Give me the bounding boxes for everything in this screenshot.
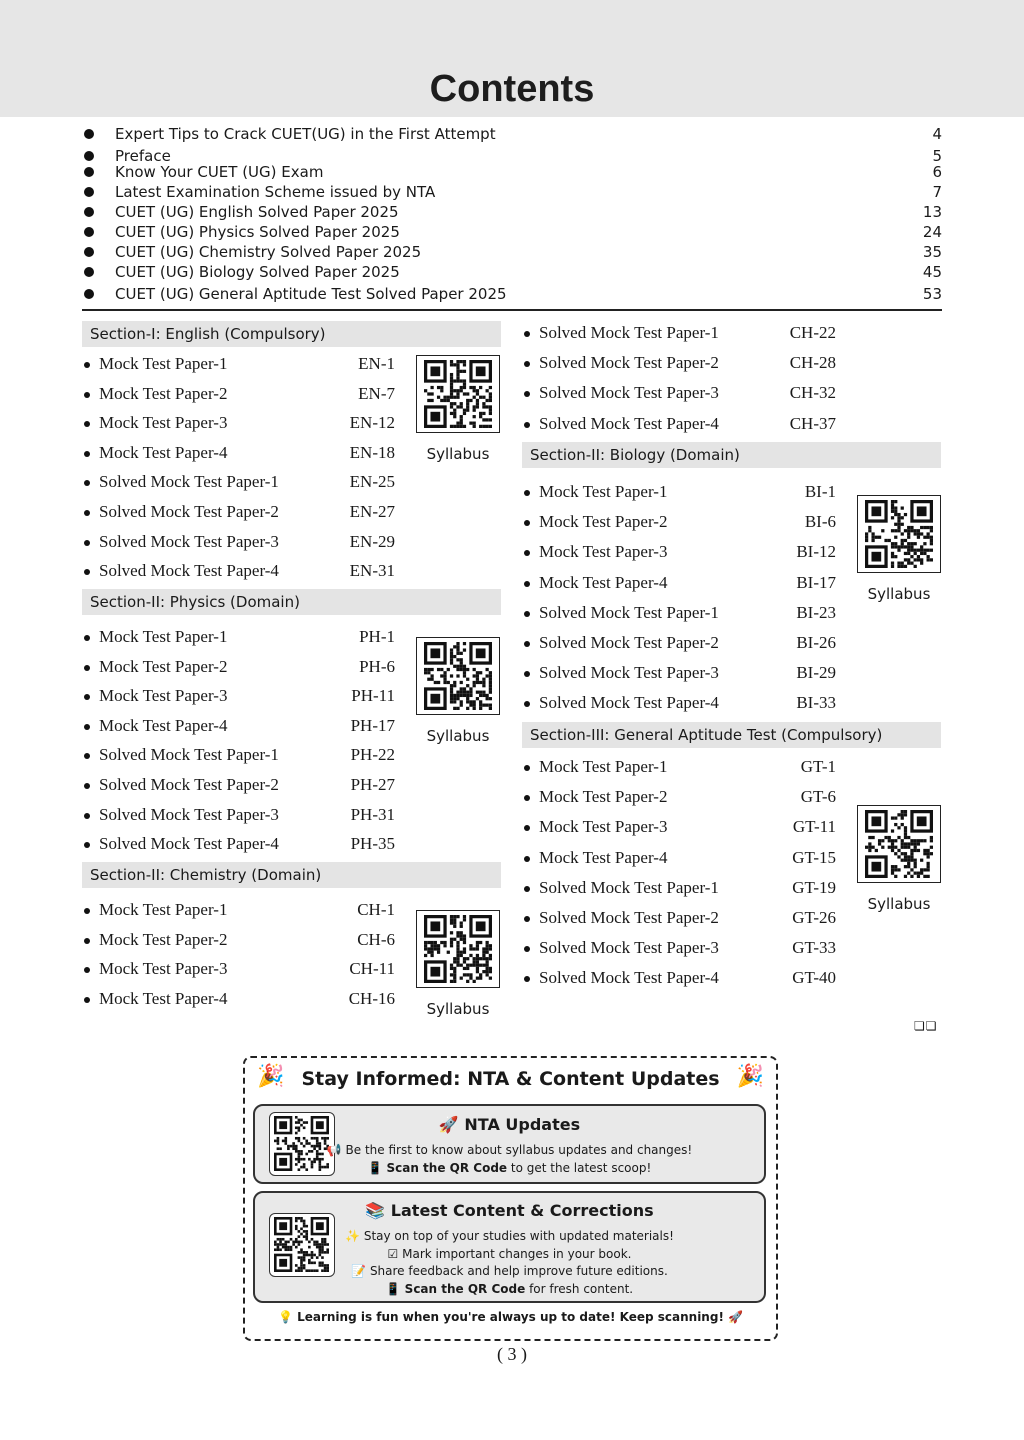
checkbox-icon: ☑ (387, 1247, 403, 1261)
toc-entry[interactable] (523, 412, 836, 436)
qr-code-graphic (421, 915, 495, 983)
entry-title: Solved Mock Test Paper-4 (539, 414, 719, 433)
bullet-icon (524, 946, 530, 952)
bullet-icon (84, 129, 94, 139)
toc-entry[interactable] (523, 601, 836, 625)
entry-page: BI-33 (796, 693, 836, 712)
entry-title: Mock Test Paper-4 (99, 989, 228, 1008)
bullet-icon (84, 421, 90, 427)
entry-title: Solved Mock Test Paper-4 (539, 693, 719, 712)
top-contents-list (80, 124, 942, 304)
entry-page: PH-22 (350, 745, 395, 764)
toc-entry[interactable] (83, 500, 395, 524)
entry-title: Solved Mock Test Paper-3 (99, 805, 279, 824)
entry-page: GT-33 (792, 938, 836, 957)
nta-updates-panel (253, 1104, 766, 1184)
bullet-icon (524, 520, 530, 526)
entry-page: CH-1 (357, 900, 395, 919)
bullet-icon (524, 886, 530, 892)
toc-entry[interactable] (523, 631, 836, 655)
qr-caption: Syllabus (426, 1000, 490, 1018)
bullet-icon (84, 540, 90, 546)
bullet-icon (84, 151, 94, 161)
toc-entry[interactable] (83, 714, 395, 738)
entry-title: Solved Mock Test Paper-2 (539, 353, 719, 372)
entry-title: Mock Test Paper-2 (99, 657, 228, 676)
phone-icon: 📱 (385, 1282, 405, 1296)
bullet-icon (84, 665, 90, 671)
entry-page: BI-6 (804, 512, 836, 531)
section-heading: Section-II: Chemistry (Domain) (82, 862, 501, 888)
qr-caption: Syllabus (426, 727, 490, 745)
bullet-icon (84, 569, 90, 575)
toc-entry[interactable] (523, 815, 836, 839)
bullet-icon (524, 581, 530, 587)
entry-page: PH-27 (350, 775, 395, 794)
bullet-icon (84, 753, 90, 759)
entry-page: EN-18 (349, 443, 395, 462)
entry-title: Solved Mock Test Paper-3 (539, 938, 719, 957)
entry-title: Mock Test Paper-4 (539, 848, 668, 867)
entry-title: Solved Mock Test Paper-4 (99, 834, 279, 853)
entry-page: CH-6 (357, 930, 395, 949)
list-item[interactable]: Preface 5 (80, 146, 942, 166)
rocket-icon: 🚀 (723, 1310, 744, 1324)
toc-entry[interactable] (83, 352, 395, 376)
entry-title: Mock Test Paper-2 (99, 384, 228, 403)
toc-entry[interactable] (523, 966, 836, 990)
toc-entry[interactable] (83, 987, 395, 1011)
entry-title: Solved Mock Test Paper-3 (539, 383, 719, 402)
section-heading: Section-II: Biology (Domain) (522, 442, 941, 468)
bullet-icon (524, 331, 530, 337)
entry-page: PH-35 (350, 834, 395, 853)
bullet-icon (84, 694, 90, 700)
section-heading: Section-II: Physics (Domain) (82, 589, 501, 615)
toc-entry[interactable] (83, 559, 395, 583)
promo-footer: Learning is fun when you're always up to date! Keep scanning! (297, 1310, 724, 1324)
bullet-icon (84, 362, 90, 368)
entry-page: EN-12 (349, 413, 395, 432)
bullet-icon (84, 167, 94, 177)
entry-title: Mock Test Paper-1 (99, 354, 228, 373)
entry-title: Mock Test Paper-3 (539, 542, 668, 561)
panel-text-bold: Scan the QR Code (386, 1161, 508, 1175)
end-mark: ❏❏ (914, 1019, 938, 1033)
bullet-icon (524, 391, 530, 397)
entry-page: PH-17 (350, 716, 395, 735)
bullet-icon (524, 701, 530, 707)
divider (82, 309, 942, 311)
entry-title: Solved Mock Test Paper-2 (99, 502, 279, 521)
toc-entry[interactable] (523, 755, 836, 779)
party-popper-icon: 🎉 (736, 1064, 764, 1089)
entry-title: Mock Test Paper-2 (99, 930, 228, 949)
panel-title: Latest Content & Corrections (390, 1201, 654, 1220)
entry-title: Mock Test Paper-2 (539, 512, 668, 531)
list-item[interactable]: Know Your CUET (UG) Exam 6 (80, 162, 942, 182)
toc-entry[interactable] (83, 530, 395, 554)
list-item[interactable]: Latest Examination Scheme issued by NTA 7 (80, 182, 942, 202)
entry-page: GT-26 (792, 908, 836, 927)
entry-page: PH-1 (359, 627, 395, 646)
bullet-icon (84, 392, 90, 398)
entry-title: Mock Test Paper-3 (539, 817, 668, 836)
entry-page: EN-31 (349, 561, 395, 580)
entry-title: Solved Mock Test Paper-1 (99, 472, 279, 491)
qr-code-graphic (421, 360, 495, 428)
entry-page: PH-11 (351, 686, 395, 705)
toc-entry[interactable] (83, 773, 395, 797)
entry-title: Solved Mock Test Paper-4 (99, 561, 279, 580)
bullet-icon (524, 361, 530, 367)
entry-page: CH-37 (789, 414, 836, 433)
bullet-icon (84, 227, 94, 237)
bullet-icon (524, 856, 530, 862)
entry-page: CH-22 (789, 323, 836, 342)
entry-page: BI-23 (796, 603, 836, 622)
bullet-icon (84, 724, 90, 730)
entry-page: CH-28 (789, 353, 836, 372)
toc-entry[interactable] (83, 625, 395, 649)
qr-code-graphic (862, 500, 936, 568)
toc-entry[interactable] (523, 480, 836, 504)
entry-page: GT-15 (792, 848, 836, 867)
entry-title: Mock Test Paper-3 (99, 686, 228, 705)
party-popper-icon: 🎉 (257, 1064, 285, 1089)
entry-page: EN-25 (349, 472, 395, 491)
entry-page: PH-6 (359, 657, 395, 676)
bullet-icon (84, 938, 90, 944)
qr-caption: Syllabus (426, 445, 490, 463)
qr-code-graphic (421, 642, 495, 710)
syllabus-qr-code[interactable] (416, 910, 500, 988)
entry-page: BI-17 (796, 573, 836, 592)
entry-page: BI-1 (804, 482, 836, 501)
bullet-icon (84, 289, 94, 299)
panel-text: Mark important changes in your book. (402, 1247, 632, 1261)
entry-title: Solved Mock Test Paper-1 (99, 745, 279, 764)
entry-title: Mock Test Paper-1 (99, 627, 228, 646)
entry-title: Mock Test Paper-3 (99, 959, 228, 978)
bullet-icon (84, 635, 90, 641)
bullet-icon (84, 247, 94, 257)
panel-text: Share feedback and help improve future editions. (369, 1264, 668, 1278)
toc-entry[interactable] (523, 785, 836, 809)
entry-page: BI-29 (796, 663, 836, 682)
bullet-icon (84, 451, 90, 457)
list-item[interactable]: CUET (UG) Biology Solved Paper 2025 45 (80, 262, 942, 282)
bullet-icon (84, 187, 94, 197)
bullet-icon (524, 916, 530, 922)
entry-title: Solved Mock Test Paper-2 (539, 908, 719, 927)
rocket-icon: 🚀 (438, 1115, 465, 1134)
page-title: Contents (429, 68, 595, 110)
panel-text: to get the latest scoop! (507, 1161, 652, 1175)
qr-caption: Syllabus (867, 585, 931, 603)
entry-title: Solved Mock Test Paper-4 (539, 968, 719, 987)
bullet-icon (84, 783, 90, 789)
toc-entry[interactable] (83, 928, 395, 952)
bullet-icon (84, 480, 90, 486)
toc-entry[interactable] (83, 832, 395, 856)
toc-entry[interactable] (83, 470, 395, 494)
section-heading: Section-I: English (Compulsory) (82, 321, 501, 347)
toc-entry[interactable] (523, 571, 836, 595)
toc-entry[interactable] (83, 743, 395, 767)
page-number: ( 3 ) (497, 1344, 527, 1364)
qr-caption: Syllabus (867, 895, 931, 913)
bullet-icon (524, 641, 530, 647)
bullet-icon (524, 550, 530, 556)
bullet-icon (84, 997, 90, 1003)
qr-code-graphic (862, 810, 936, 878)
toc-entry[interactable] (523, 321, 836, 345)
syllabus-qr-code[interactable] (416, 637, 500, 715)
entry-page: CH-11 (349, 959, 395, 978)
toc-entry[interactable] (523, 540, 836, 564)
entry-title: Solved Mock Test Paper-3 (99, 532, 279, 551)
entry-title: Solved Mock Test Paper-1 (539, 603, 719, 622)
toc-entry[interactable] (523, 936, 836, 960)
toc-entry[interactable] (523, 876, 836, 900)
toc-entry[interactable] (523, 661, 836, 685)
entry-page: EN-29 (349, 532, 395, 551)
bullet-icon (84, 967, 90, 973)
bullet-icon (524, 671, 530, 677)
list-item[interactable]: Expert Tips to Crack CUET(UG) in the First Attempt 4 (80, 124, 942, 144)
sparkles-icon: ✨ (345, 1229, 364, 1243)
bullet-icon (524, 422, 530, 428)
toc-entry[interactable] (523, 906, 836, 930)
bullet-icon (84, 267, 94, 277)
entry-title: Solved Mock Test Paper-3 (539, 663, 719, 682)
memo-icon: 📝 (351, 1264, 370, 1278)
panel-text: Be the first to know about syllabus updates and changes! (345, 1143, 693, 1157)
bullet-icon (84, 510, 90, 516)
entry-page: EN-7 (358, 384, 395, 403)
updates-promo-box (243, 1056, 778, 1341)
toc-entry[interactable] (523, 691, 836, 715)
toc-entry[interactable] (523, 381, 836, 405)
entry-page: PH-31 (350, 805, 395, 824)
panel-text: for fresh content. (525, 1282, 634, 1296)
entry-page: EN-27 (349, 502, 395, 521)
megaphone-icon: 📢 (326, 1143, 346, 1157)
lightbulb-icon: 💡 (277, 1310, 298, 1324)
toc-entry[interactable] (83, 411, 395, 435)
toc-entry[interactable] (83, 655, 395, 679)
entry-page: GT-6 (800, 787, 836, 806)
list-item[interactable]: CUET (UG) English Solved Paper 2025 13 (80, 202, 942, 222)
entry-title: Mock Test Paper-1 (99, 900, 228, 919)
entry-page: GT-1 (800, 757, 836, 776)
entry-page: BI-26 (796, 633, 836, 652)
entry-page: GT-40 (792, 968, 836, 987)
entry-title: Solved Mock Test Paper-2 (539, 633, 719, 652)
bullet-icon (84, 908, 90, 914)
entry-title: Mock Test Paper-4 (539, 573, 668, 592)
entry-page: BI-12 (796, 542, 836, 561)
entry-page: CH-32 (789, 383, 836, 402)
content-corrections-panel (253, 1191, 766, 1303)
toc-entry[interactable] (523, 510, 836, 534)
entry-title: Solved Mock Test Paper-1 (539, 323, 719, 342)
panel-title: NTA Updates (464, 1115, 581, 1134)
bullet-icon (524, 795, 530, 801)
entry-title: Mock Test Paper-1 (539, 482, 668, 501)
syllabus-qr-code[interactable] (857, 495, 941, 573)
toc-entry[interactable] (83, 684, 395, 708)
bullet-icon (84, 813, 90, 819)
bullet-icon (524, 976, 530, 982)
entry-title: Mock Test Paper-3 (99, 413, 228, 432)
bullet-icon (524, 611, 530, 617)
toc-entry[interactable] (83, 382, 395, 406)
books-icon: 📚 (365, 1201, 391, 1220)
entry-page: CH-16 (348, 989, 395, 1008)
section-heading: Section-III: General Aptitude Test (Compulsory) (522, 722, 941, 748)
entry-title: Mock Test Paper-2 (539, 787, 668, 806)
entry-page: GT-11 (792, 817, 836, 836)
list-item[interactable]: CUET (UG) General Aptitude Test Solved Paper 2025 53 (80, 284, 942, 304)
bullet-icon (524, 825, 530, 831)
promo-title: Stay Informed: NTA & Content Updates (301, 1068, 720, 1090)
toc-entry[interactable] (523, 351, 836, 375)
entry-title: Solved Mock Test Paper-2 (99, 775, 279, 794)
entry-title: Mock Test Paper-1 (539, 757, 668, 776)
bullet-icon (84, 207, 94, 217)
bullet-icon (84, 842, 90, 848)
toc-entry[interactable] (83, 803, 395, 827)
toc-entry[interactable] (83, 898, 395, 922)
entry-page: EN-1 (358, 354, 395, 373)
entry-title: Solved Mock Test Paper-1 (539, 878, 719, 897)
list-item[interactable]: CUET (UG) Physics Solved Paper 2025 24 (80, 222, 942, 242)
entry-page: GT-19 (792, 878, 836, 897)
toc-entry[interactable] (83, 957, 395, 981)
panel-text: Stay on top of your studies with updated materials! (363, 1229, 674, 1243)
toc-entry[interactable] (83, 441, 395, 465)
bullet-icon (524, 765, 530, 771)
syllabus-qr-code[interactable] (857, 805, 941, 883)
entry-title: Mock Test Paper-4 (99, 443, 228, 462)
panel-text-bold: Scan the QR Code (404, 1282, 526, 1296)
list-item[interactable]: CUET (UG) Chemistry Solved Paper 2025 35 (80, 242, 942, 262)
phone-icon: 📱 (367, 1161, 387, 1175)
syllabus-qr-code[interactable] (416, 355, 500, 433)
toc-entry[interactable] (523, 846, 836, 870)
entry-title: Mock Test Paper-4 (99, 716, 228, 735)
bullet-icon (524, 490, 530, 496)
